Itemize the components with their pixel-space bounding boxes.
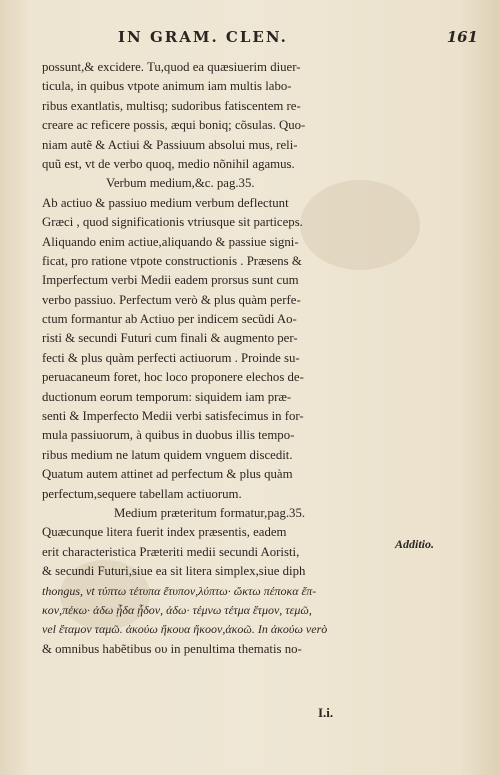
margin-note: Additio. xyxy=(395,537,435,551)
text-line: fecti & plus quàm perfecti actiuorum . Proinde su- xyxy=(42,350,300,365)
text-line: & secundi Futuri,siue ea sit litera simplex,siue diph xyxy=(42,564,306,579)
text-line: verbo passiuo. Perfectum verò & plus quàm perfe- xyxy=(42,292,301,307)
text-line: quũ est, vt de verbo quoq, medio nõnihil agamus. xyxy=(42,156,295,171)
text-line: perfectum,sequere tabellam actiuorum. xyxy=(42,486,242,501)
text-line: Græci , quod significationis vtriusque sit particeps. xyxy=(42,215,303,230)
text-line: ficat, pro ratione vtpote constructionis . Præsens & xyxy=(42,253,302,268)
text-line: Quæcunque litera fuerit index præsentis, eadem xyxy=(42,525,287,540)
text-line: mula passiuorum, à quibus in duobus illis tempo- xyxy=(42,428,295,443)
text-line: ctum formantur ab Actiuo per indicem secũdi Ao- xyxy=(42,312,297,327)
text-line: ribus exantlatis, multisq; sudoribus fatiscentem re- xyxy=(42,98,301,113)
text-line: Ab actiuo & passiuo medium verbum deflectunt xyxy=(42,195,289,210)
text-line: ribus medium ne latum quidem vnguem discedit. xyxy=(42,447,293,462)
page-number: 161 xyxy=(446,28,478,46)
text-line: Aliquando enim actiue,aliquando & passiue signi- xyxy=(42,234,299,249)
text-line: ticula, in quibus vtpote animum iam multis labo- xyxy=(42,79,292,94)
text-line: vel ἔταμον ταμῶ. ἀκούω ἤκουα ἤκοον,ἀκοῶ. In ἀκούω verò xyxy=(42,622,328,637)
text-line: Quatum autem attinet ad perfectum & plus quàm xyxy=(42,467,293,482)
text-line: thongus, vt τύπτω τέτυπα ἔτυπον,λύπτω· ὤκτω πέποκα ἔπ- xyxy=(42,583,317,598)
text-line: possunt,& excidere. Tu,quod ea quæsiuerim diuer- xyxy=(42,60,301,74)
text-line: niam autẽ & Actiui & Passiuum absolui mus, reli- xyxy=(42,137,298,152)
signature-mark: I.i. xyxy=(318,705,334,720)
text-line: risti & secundi Futuri cum finali & augmento per- xyxy=(42,331,298,346)
running-title: IN GRAM. CLEN. xyxy=(118,28,288,46)
text-line: erit characteristica Præteriti medii secundi Aoristi, xyxy=(42,544,300,559)
text-line: & omnibus habẽtibus ου in penultima thematis no- xyxy=(42,641,302,656)
section-heading: Verbum medium,&c. pag.35. xyxy=(106,176,255,191)
text-line: ductionum eorum temporum: siquidem iam præ- xyxy=(42,389,292,404)
running-head xyxy=(118,28,478,50)
text-line: Imperfectum verbi Medii eadem prorsus sunt cum xyxy=(42,273,299,288)
text-line: creare ac reficere possis, æqui boniq; cõsulas. Quo- xyxy=(42,118,306,133)
text-line: senti & Imperfecto Medii verbi satisfecimus in for- xyxy=(42,409,304,424)
section-heading: Medium præteritum formatur,pag.35. xyxy=(114,505,306,520)
body-text xyxy=(42,58,390,659)
text-line: peruacaneum foret, hoc loco proponere elechos de- xyxy=(42,370,304,385)
text-line: κον,πέκω· ἀδω ᾖδα ᾖδον, ἀδω· τέμνω τέτμα ἔτμον, τεμῶ, xyxy=(42,602,312,617)
